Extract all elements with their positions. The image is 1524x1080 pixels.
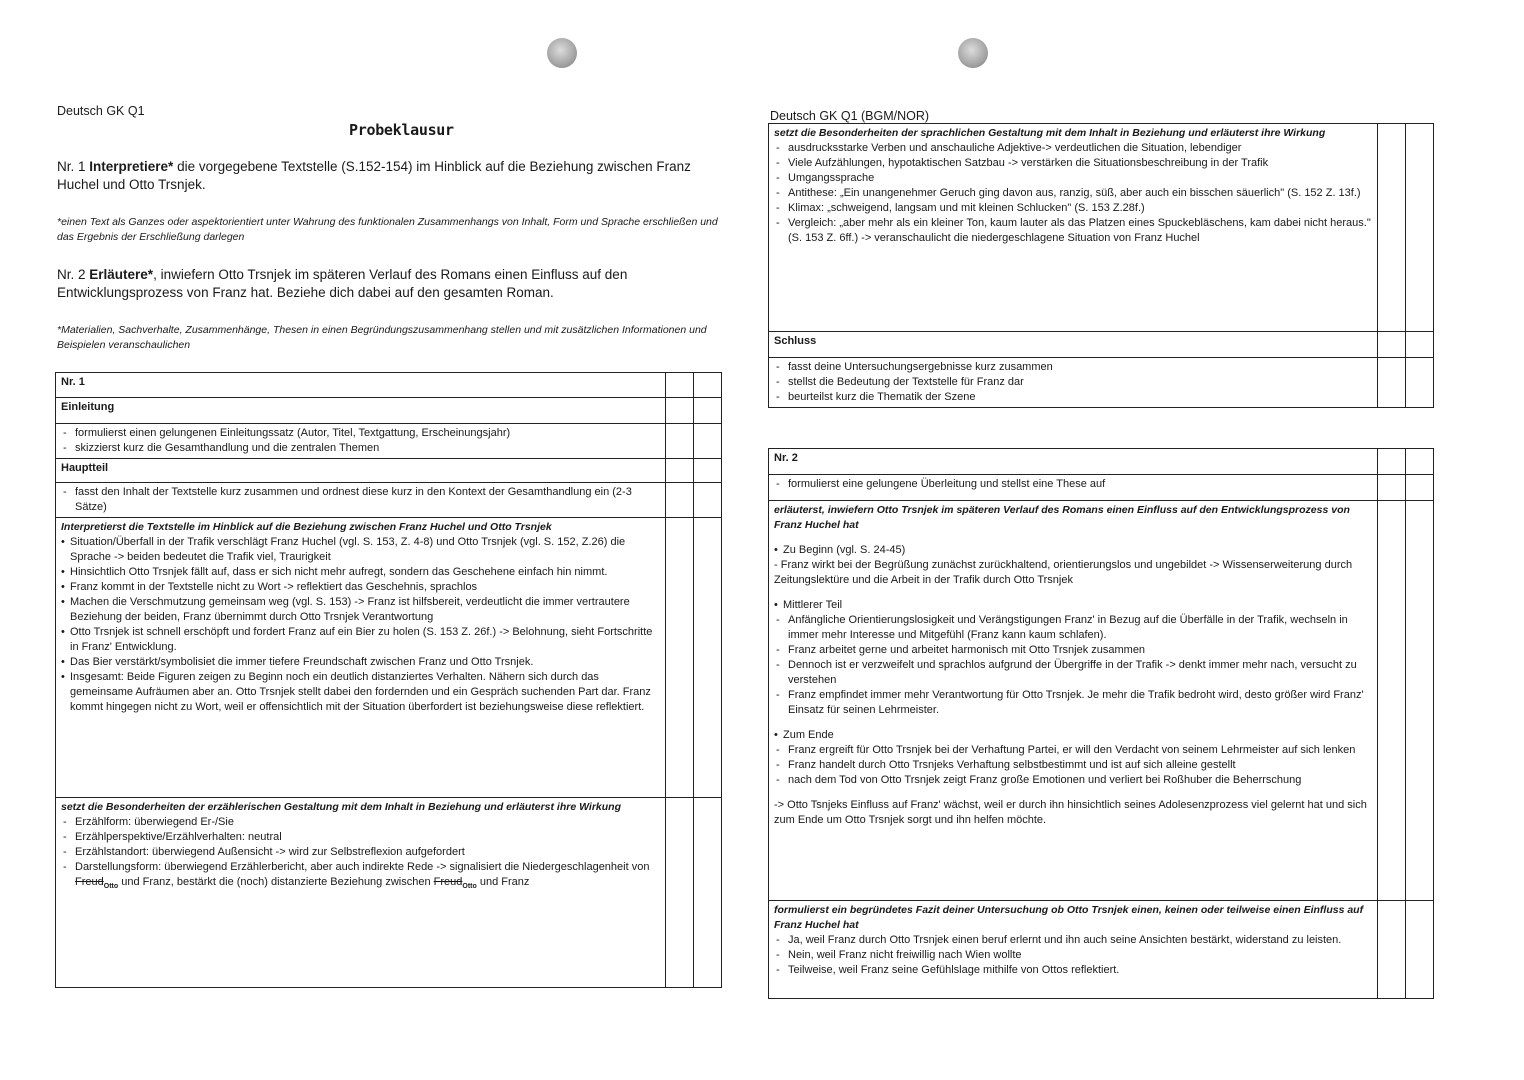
- sprach-section: [769, 124, 1378, 332]
- check-cell[interactable]: [666, 798, 694, 988]
- check-cell[interactable]: [694, 798, 722, 988]
- list-item: - Antithese: „Ein unangenehmer Geruch ging davon aus, ranzig, süß, aber auch ein bisschen säuerlich" (S. 152 Z. 13f.): [774, 186, 1372, 201]
- task-1-verb: Interpretiere*: [89, 159, 174, 174]
- check-cell[interactable]: [1378, 358, 1406, 408]
- list-item: - Franz handelt durch Otto Trsnjeks Verhaftung selbstbestimmt und ist auf sich alleine gestellt: [774, 758, 1372, 773]
- task-2-verb: Erläutere*: [89, 267, 154, 282]
- darstellung-text-3: und Franz: [479, 876, 530, 888]
- check-cell[interactable]: [1406, 449, 1434, 475]
- list-item: • Machen die Verschmutzung gemeinsam weg (vgl. S. 153) -> Franz ist hilfsbereit, verdeutlicht die immer vertrautere Beziehung der beiden, Franz übernimmt durch Otto Trsnjek Verantwortung: [61, 595, 660, 625]
- erlaeuterung-heading: erläuterst, inwiefern Otto Trsnjek im späteren Verlauf des Romans einen Einfluss auf den Entwicklungsprozess von Franz Huchel hat: [774, 504, 1350, 531]
- einfluss-text: -> Otto Tsnjeks Einfluss auf Franz' wächst, weil er durch ihn hinsichtlich seines Adolesenzprozess viel gelernt hat und sich zum Ende um Otto Trsnjek sorgt und ihn helfen möchte.: [774, 799, 1367, 826]
- task-1-text: die vorgegebene Textstelle (S.152-154) im Hinblick auf die Beziehung zwischen Franz Huchel und Otto Trsnjek.: [57, 159, 691, 192]
- list-item: - Franz ergreift für Otto Trsnjek bei der Verhaftung Partei, er will den Verdacht von seinem Lehrmeister auf sich lenken: [774, 743, 1372, 758]
- list-item: - Ja, weil Franz durch Otto Trsnjek einen beruf erlernt und ihn auch seine Ansichten bestärkt, widerstand zu leisten.: [774, 933, 1372, 948]
- list-item: - Franz arbeitet gerne und arbeitet harmonisch mit Otto Trsnjek zusammen: [774, 643, 1372, 658]
- check-cell[interactable]: [1378, 901, 1406, 999]
- check-cell[interactable]: [694, 424, 722, 459]
- list-item: • Insgesamt: Beide Figuren zeigen zu Beginn noch ein deutlich distanziertes Verhalten. Nähern sich durch das gemeinsame Aufräumen aber an. Otto Trsnjek stellt dabei den fordernden und ein Gespräch suchenden Part dar. Franz kommt hingegen nicht zu Wort, weil er offensichtlich mit der Situation überfordert ist beziehungsweise diese reflektiert.: [61, 670, 660, 715]
- task-1-footnote: *einen Text als Ganzes oder aspektorientiert unter Wahrung des funktionalen Zusammenhangs von Inhalt, Form und Sprache erschließen und das Ergebnis der Erschließung darlegen: [57, 216, 718, 243]
- ueberleitung-row: [769, 475, 1378, 501]
- list-item: [61, 860, 660, 894]
- check-cell[interactable]: [1378, 475, 1406, 501]
- schluss-items: [769, 358, 1378, 408]
- check-cell[interactable]: [666, 424, 694, 459]
- list-item: • Otto Trsnjek ist schnell erschöpft und fordert Franz auf ein Bier zu holen (S. 153 Z. 26f.) -> Belohnung, sieht Fortschritte in Franz' Entwicklung.: [61, 625, 660, 655]
- grading-table-nr2: [768, 448, 1434, 999]
- list-item: - skizzierst kurz die Gesamthandlung und die zentralen Themen: [61, 441, 660, 456]
- task-2-text: , inwiefern Otto Trsnjek im späteren Verlauf des Romans einen Einfluss auf den Entwicklungsprozess von Franz hat. Beziehe dich dabei auf den gesamten Roman.: [57, 267, 628, 300]
- course-header: Deutsch GK Q1 (BGM/NOR): [770, 109, 930, 123]
- grading-table-continued: [768, 123, 1434, 408]
- mittel-label: • Mittlerer Teil: [774, 598, 1372, 613]
- table-header: Nr. 2: [769, 449, 1378, 475]
- check-cell[interactable]: [694, 459, 722, 483]
- task-1-number: Nr. 1: [57, 159, 86, 174]
- list-item: - nach dem Tod von Otto Trsnjek zeigt Franz große Emotionen und verliert bei Roßhuber die Beherrschung: [774, 773, 1372, 788]
- fazit-heading: formulierst ein begründetes Fazit deiner Untersuchung ob Otto Trsnjek einen, keinen oder teilweise einen Einfluss auf Franz Huchel hat: [774, 904, 1364, 931]
- list-item: - formulierst einen gelungenen Einleitungssatz (Autor, Titel, Textgattung, Erscheinungsjahr): [61, 426, 660, 441]
- check-cell[interactable]: [666, 398, 694, 424]
- list-item: - stellst die Bedeutung der Textstelle für Franz dar: [774, 375, 1372, 390]
- list-item: - beurteilst kurz die Thematik der Szene: [774, 390, 1372, 405]
- list-item: • Situation/Überfall in der Trafik verschlägt Franz Huchel (vgl. S. 153, Z. 4-8) und Otto Trsnjek (vgl. S. 152, Z.26) die Sprache -> beiden bedeutet die Trafik viel, Traurigkeit: [61, 535, 660, 565]
- task-1: [57, 158, 727, 194]
- strikethrough-word: Freud: [75, 876, 104, 888]
- check-cell[interactable]: [694, 483, 722, 518]
- ende-label: • Zum Ende: [774, 728, 1372, 743]
- punch-hole: [958, 38, 988, 68]
- list-item: - fasst den Inhalt der Textstelle kurz zusammen und ordnest diese kurz in den Kontext der Gesamthandlung ein (2-3 Sätze): [61, 485, 660, 515]
- check-cell[interactable]: [1406, 475, 1434, 501]
- check-cell[interactable]: [1406, 901, 1434, 999]
- check-cell[interactable]: [1406, 332, 1434, 358]
- check-cell[interactable]: [694, 373, 722, 398]
- darstellung-text-2: und Franz, bestärkt die (noch) distanzierte Beziehung zwischen: [121, 876, 431, 888]
- erlaeuterung-section: [769, 501, 1378, 901]
- check-cell[interactable]: [1406, 124, 1434, 332]
- check-cell[interactable]: [666, 518, 694, 798]
- check-cell[interactable]: [694, 518, 722, 798]
- hauptteil-label: Hauptteil: [56, 459, 666, 483]
- course-header: Deutsch GK Q1: [57, 104, 145, 118]
- check-cell[interactable]: [1406, 501, 1434, 901]
- task-2: [57, 266, 727, 302]
- beginn-text: - Franz wirkt bei der Begrüßung zunächst zurückhaltend, orientierungslos und ungebildet -> Wissenserweiterung durch Zeitungslektüre und die Arbeit in der Trafik durch Otto Trsnjek: [774, 559, 1353, 586]
- punch-hole: [547, 38, 577, 68]
- list-item: - Klimax: „schweigend, langsam und mit kleinen Schlucken" (S. 153 Z.28f.): [774, 201, 1372, 216]
- grading-table-nr1: [55, 372, 722, 988]
- task-2-footnote: *Materialien, Sachverhalte, Zusammenhänge, Thesen in einen Begründungszusammenhang stellen und mit zusätzlichen Informationen und Beispielen veranschaulichen: [57, 324, 707, 351]
- check-cell[interactable]: [1378, 124, 1406, 332]
- interpret-section: [56, 518, 666, 798]
- list-item: - Erzählstandort: überwiegend Außensicht -> wird zur Selbstreflexion aufgefordert: [61, 845, 660, 860]
- table-header: Nr. 1: [56, 373, 666, 398]
- check-cell[interactable]: [1378, 449, 1406, 475]
- sprach-heading: setzt die Besonderheiten der sprachlichen Gestaltung mit dem Inhalt in Beziehung und erläuterst ihre Wirkung: [774, 127, 1326, 139]
- check-cell[interactable]: [694, 398, 722, 424]
- hauptteil-items: [56, 483, 666, 518]
- list-item: - Vergleich: „aber mehr als ein kleiner Ton, kaum lauter als das Platzen eines Spuckebläschens, kam dabei nicht heraus." (S. 153 Z. 6ff.) -> veranschaulicht die niedergeschlagene Situation von Franz Huchel: [774, 216, 1372, 246]
- task-2-number: Nr. 2: [57, 267, 86, 282]
- check-cell[interactable]: [666, 373, 694, 398]
- list-item: • Franz kommt in der Textstelle nicht zu Wort -> reflektiert das Geschehnis, sprachlos: [61, 580, 660, 595]
- list-item: - Erzählform: überwiegend Er-/Sie: [61, 815, 660, 830]
- fazit-section: [769, 901, 1378, 999]
- list-item: - fasst deine Untersuchungsergebnisse kurz zusammen: [774, 360, 1372, 375]
- list-item: - Anfängliche Orientierungslosigkeit und Verängstigungen Franz' in Bezug auf die Überfälle in der Trafik, wechseln in immer mehr Interesse und Mitgefühl (Franz kann kaum schlafen).: [774, 613, 1372, 643]
- list-item: • Hinsichtlich Otto Trsnjek fällt auf, dass er sich nicht mehr aufregt, sondern das Geschehene einfach hin nimmt.: [61, 565, 660, 580]
- darstellung-text-1: Darstellungsform: überwiegend Erzählerbericht, aber auch indirekte Rede -> signalisiert die Niedergeschlagenheit von: [75, 861, 650, 873]
- beginn-label: • Zu Beginn (vgl. S. 24-45): [774, 543, 1372, 558]
- list-item: - formulierst eine gelungene Überleitung und stellst eine These auf: [774, 477, 1372, 492]
- right-page: [762, 0, 1524, 1080]
- list-item: - Viele Aufzählungen, hypotaktischen Satzbau -> verstärken die Situationsbeschreibung in der Trafik: [774, 156, 1372, 171]
- list-item: - ausdrucksstarke Verben und anschauliche Adjektive-> verdeutlichen die Situation, lebendiger: [774, 141, 1372, 156]
- check-cell[interactable]: [1378, 332, 1406, 358]
- einleitung-label: Einleitung: [56, 398, 666, 424]
- check-cell[interactable]: [1378, 501, 1406, 901]
- strikethrough-word: Freud: [433, 876, 463, 888]
- check-cell[interactable]: [1406, 358, 1434, 408]
- schluss-label: Schluss: [769, 332, 1378, 358]
- list-item: - Dennoch ist er verzweifelt und sprachlos aufgrund der Übergriffe in der Trafik -> denkt immer mehr nach, versucht zu verstehen: [774, 658, 1372, 688]
- einleitung-items: [56, 424, 666, 459]
- correction-word: Otto: [103, 883, 119, 891]
- list-item: - Franz empfindet immer mehr Verantwortung für Otto Trsnjek. Je mehr die Trafik bedroht wird, desto größer wird Franz' Einsatz für seinen Lehrmeister.: [774, 688, 1372, 718]
- erzaehl-section: [56, 798, 666, 988]
- check-cell[interactable]: [666, 459, 694, 483]
- erzaehl-heading: setzt die Besonderheiten der erzählerischen Gestaltung mit dem Inhalt in Beziehung und erläuterst ihre Wirkung: [61, 801, 622, 813]
- interpret-heading: Interpretierst die Textstelle im Hinblick auf die Beziehung zwischen Franz Huchel und Otto Trsnjek: [61, 521, 552, 533]
- check-cell[interactable]: [666, 483, 694, 518]
- list-item: • Das Bier verstärkt/symbolisiet die immer tiefere Freundschaft zwischen Franz und Otto Trsnjek.: [61, 655, 660, 670]
- list-item: - Teilweise, weil Franz seine Gefühlslage mithilfe von Ottos reflektiert.: [774, 963, 1372, 978]
- list-item: - Umgangssprache: [774, 171, 1372, 186]
- correction-word: Otto: [462, 883, 477, 891]
- list-item: - Nein, weil Franz nicht freiwillig nach Wien wollte: [774, 948, 1372, 963]
- page-title: Probeklausur: [349, 121, 454, 139]
- list-item: - Erzählperspektive/Erzählverhalten: neutral: [61, 830, 660, 845]
